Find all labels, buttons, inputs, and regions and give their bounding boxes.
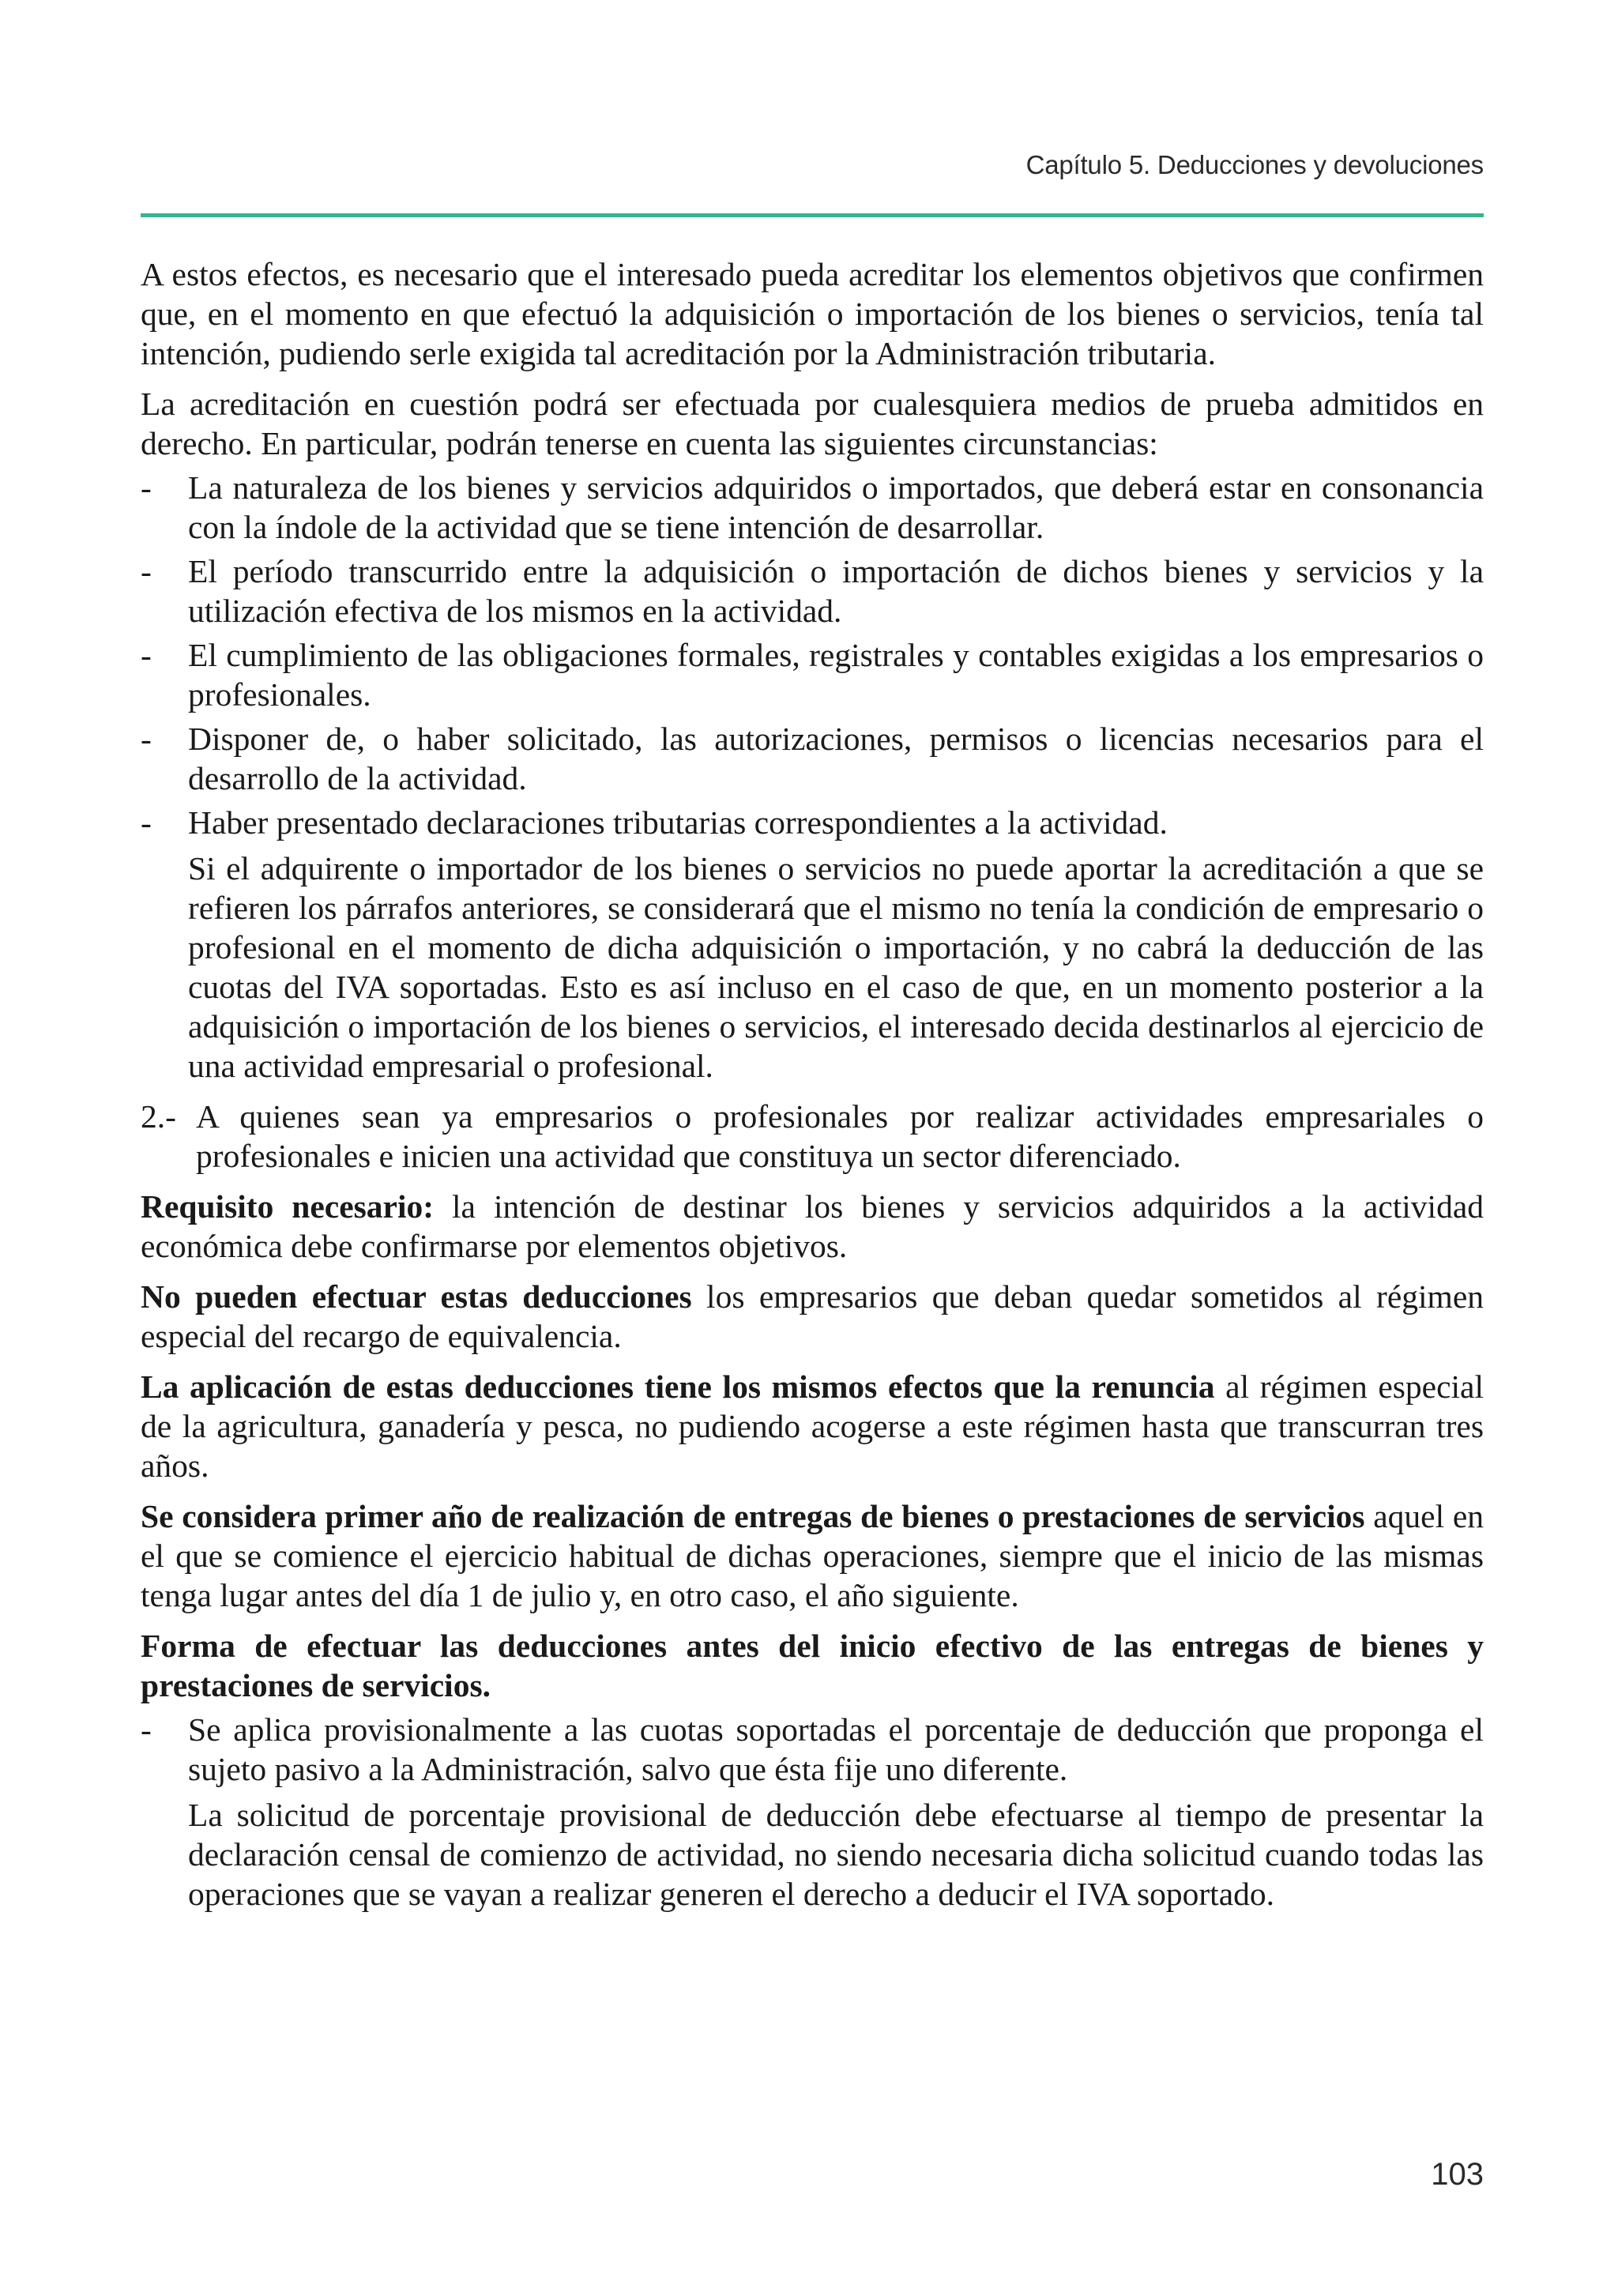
first-year-label: Se considera primer año de realización de entregas de bienes o prestaciones de servicios xyxy=(141,1498,1365,1534)
paragraph: La acreditación en cuestión podrá ser efectuada por cualesquiera medios de prueba admitidos en derecho. En particular, podrán tenerse en cuenta las siguientes circunstancias: xyxy=(141,386,1484,461)
list-item-text: Disponer de, o haber solicitado, las autorizaciones, permisos o licencias necesarios para el desarrollo de la actividad. xyxy=(188,721,1484,796)
indented-paragraph: Si el adquirente o importador de los bienes o servicios no puede aportar la acreditación a que se refieren los párrafos anteriores, se considerará que el mismo no tenía la condición de empresario o profesional en el momento de dicha adquisición o importación, y no cabrá la deducción de las cuotas del IVA soportadas. Esto es así incluso en el caso de que, en un momento posterior a la adquisición o importación de los bienes o servicios, el interesado decida destinarlos al ejercicio de una actividad empresarial o profesional. xyxy=(188,850,1484,1084)
list-item xyxy=(141,551,1484,630)
section-heading-text: Forma de efectuar las deducciones antes del inicio efectivo de las entregas de bienes y prestaciones de servicios. xyxy=(141,1628,1484,1703)
numbered-item xyxy=(141,1097,1484,1176)
list-item xyxy=(141,1710,1484,1789)
list-item-text: El cumplimiento de las obligaciones formales, registrales y contables exigidas a los empresarios o profesionales. xyxy=(188,637,1484,713)
list-item xyxy=(141,468,1484,547)
running-header: Capítulo 5. Deducciones y devoluciones xyxy=(1025,150,1484,179)
header-rule xyxy=(141,213,1484,217)
bullet-marker: - xyxy=(141,721,152,757)
section-heading xyxy=(141,1626,1484,1705)
bullet-marker: - xyxy=(141,637,152,673)
paragraph: A estos efectos, es necesario que el interesado pueda acreditar los elementos objetivos que confirmen que, en el momento en que efectuó la adquisición o importación de los bienes o servicios, tenía tal intención, pudiendo serle exigida tal acreditación por la Administración tributaria. xyxy=(141,256,1484,371)
list-item-text: El período transcurrido entre la adquisición o importación de dichos bienes y servicios y la utilización efectiva de los mismos en la actividad. xyxy=(188,553,1484,629)
requirement-label: Requisito necesario: xyxy=(141,1188,435,1225)
indented-paragraph: La solicitud de porcentaje provisional de deducción debe efectuarse al tiempo de presentar la declaración censal de comienzo de actividad, no siendo necesaria dicha solicitud cuando todas las operaciones que se vayan a realizar generen el derecho a deducir el IVA soportado. xyxy=(188,1797,1484,1912)
list-item xyxy=(141,803,1484,842)
number-marker: 2.- xyxy=(141,1098,176,1135)
list-item-text: Se aplica provisionalmente a las cuotas soportadas el porcentaje de deducción que proponga el sujeto pasivo a la Administración, salvo que ésta fije uno diferente. xyxy=(188,1711,1484,1787)
list-item-text: La naturaleza de los bienes y servicios adquiridos o importados, que deberá estar en consonancia con la índole de la actividad que se tiene intención de desarrollar. xyxy=(188,469,1484,545)
bullet-marker: - xyxy=(141,469,152,506)
numbered-item-text: A quienes sean ya empresarios o profesionales por realizar actividades empresariales o profesionales e inicien una actividad que constituya un sector diferenciado. xyxy=(196,1098,1484,1174)
application-text: al régimen especial de la agricultura, ganadería y pesca, no pudiendo acogerse a este régimen hasta que transcurran tres años. xyxy=(141,1368,1484,1484)
bullet-marker: - xyxy=(141,1711,152,1748)
page-number: 103 xyxy=(1431,2157,1484,2192)
list-item-text: Haber presentado declaraciones tributarias correspondientes a la actividad. xyxy=(188,804,1168,841)
bullet-marker: - xyxy=(141,804,152,841)
requirement-paragraph xyxy=(141,1187,1484,1266)
bullet-marker: - xyxy=(141,553,152,589)
list-item xyxy=(141,635,1484,714)
first-year-text: aquel en el que se comience el ejercicio habitual de dichas operaciones, siempre que el inicio de las mismas tenga lugar antes del día 1 de julio y, en otro caso, el año siguiente. xyxy=(141,1498,1484,1613)
exclusion-text: los empresarios que deban quedar sometidos al régimen especial del recargo de equivalencia. xyxy=(141,1278,1484,1354)
first-year-paragraph xyxy=(141,1496,1484,1615)
list-item xyxy=(141,719,1484,798)
application-paragraph xyxy=(141,1367,1484,1485)
exclusion-label: No pueden efectuar estas deducciones xyxy=(141,1278,692,1315)
exclusion-paragraph xyxy=(141,1277,1484,1356)
page-content xyxy=(141,254,1484,1925)
requirement-text: la intención de destinar los bienes y servicios adquiridos a la actividad económica debe confirmarse por elementos objetivos. xyxy=(141,1188,1484,1264)
application-label: La aplicación de estas deducciones tiene los mismos efectos que la renuncia xyxy=(141,1368,1215,1405)
